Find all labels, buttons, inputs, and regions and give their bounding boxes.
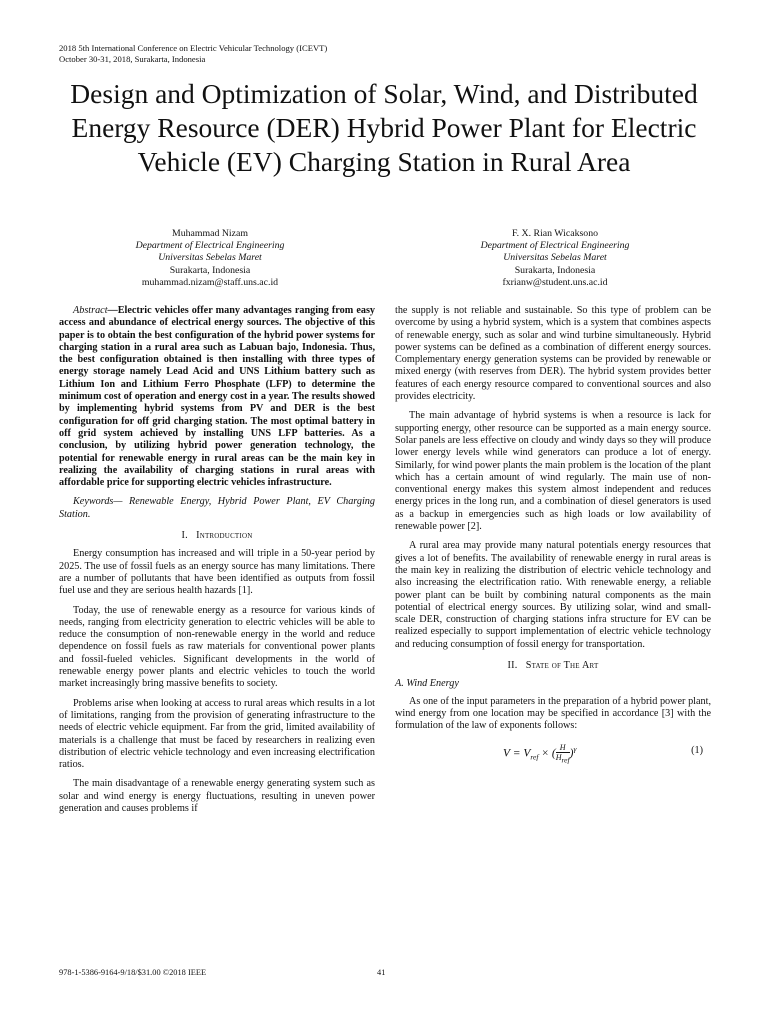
paragraph: Today, the use of renewable energy as a resource for various kinds of needs, ranging from electricity generation to electric vehicles will be able to reduce the consumption of non-renewable energy in the world and reduce dependence on fossil fuels as raw materials for conventional power plants and fossil-fueled vehicles. Significant developments in the world of renewable energy power plants and electric vehicles to touch the world market increasingly bring massive benefits to society.: [59, 604, 375, 690]
abstract: [59, 305, 375, 489]
section-heading-introduction: [59, 530, 375, 542]
author-department: Department of Electrical Engineering: [480, 240, 630, 252]
section-number: II.: [507, 660, 518, 672]
author-email: fxrianw@student.uns.ac.id: [502, 276, 608, 288]
author-email: muhammad.nizam@staff.uns.ac.id: [141, 276, 279, 288]
keywords-text: — Renewable Energy, Hybrid Power Plant, EV Charging Station.: [59, 496, 375, 520]
equation-1: [395, 741, 711, 767]
author-department: Department of Electrical Engineering: [135, 240, 285, 252]
section-title: State of The Art: [525, 660, 599, 672]
equation-number: (1): [691, 744, 703, 756]
left-column: [59, 305, 375, 822]
author-university: Universitas Sebelas Maret: [158, 252, 262, 264]
paragraph: Energy consumption has increased and will triple in a 50-year period by 2025. The use of fossil fuels as an energy source has many limitations. There are a number of pollutants that have been identified as outputs from fossil fuel use and they are serious health hazards [1].: [59, 548, 375, 597]
equation-formula: $V = V_{ref}$ × ( H $H_{ref}$ )$^\gamma$: [503, 742, 577, 765]
author-city: Surakarta, Indonesia: [169, 264, 251, 276]
author-university: Universitas Sebelas Maret: [503, 252, 607, 264]
paragraph: A rural area may provide many natural potentials energy resources that gives a lot of benefits. The availability of renewable energy in rural areas is the main key in realizing the distribution of electric vehicle technology and also increasing the electrification ratio. With renewable energy, a reliable power plant can be built by combining natural components as the main potential of electrical energy sources. By utilizing solar, wind and small-scale DER, construction of charging stations infra structure for EV can be realized especially to support implementation of electric vehicle technology and reducing consumption of fossil energy for transportation.: [395, 540, 711, 650]
author-block-1: [70, 228, 350, 289]
keywords-label: Keywords: [73, 496, 114, 508]
subsection-heading-wind-energy: A. Wind Energy: [395, 678, 459, 690]
conference-line-1: 2018 5th International Conference on Electric Vehicular Technology (ICEVT): [59, 43, 328, 53]
section-number: I.: [181, 530, 188, 542]
paragraph: the supply is not reliable and sustainable. So this type of problem can be overcome by using a hybrid system, which is a system that combines aspects of renewable energy, such as solar and wind turbine simultaneously. Hybrid power systems can be defined as a combination of different energy sources. Complementary energy generation systems can be provided by renewable or mixed energy (with reserves from DER). The hybrid system provides better features of each energy resource compared to conventional sources and also provides electricity.: [395, 305, 711, 403]
paragraph: Problems arise when looking at access to rural areas which results in a lot of limitations, ranging from the provision of generating infrastructure to the needs of electric vehicle equipment. Far from the grid, limited availability of materials is a challenge that must be faced by researchers in realizing even distribution of electric vehicle technology and even increasing electrification ratios.: [59, 697, 375, 771]
right-column: [395, 305, 711, 767]
copyright-footer: 978-1-5386-9164-9/18/$31.00 ©2018 IEEE: [59, 968, 207, 977]
author-name: F. X. Rian Wicaksono: [512, 228, 598, 239]
paragraph: As one of the input parameters in the preparation of a hybrid power plant, wind energy from one location may be specified in accordance [3] with the formulation of the law of exponents follows:: [395, 695, 711, 732]
conference-line-2: October 30-31, 2018, Surakarta, Indonesia: [59, 53, 206, 64]
paper-title: Design and Optimization of Solar, Wind, and Distributed Energy Resource (DER) Hybrid Power Plant for Electric Vehicle (EV) Charging Station in Rural Area: [70, 78, 698, 177]
abstract-text: —Electric vehicles offer many advantages ranging from easy access and abundance of electrical energy sources. The objective of this paper is to obtain the best configuration of the hybrid power systems for charging station in a rural area such as Labuan bajo, Indonesia. Thus, the best configuration obtained is then installing with three types of energy storage namely Lead Acid and UNS Lithium battery such as Lithium Ion and Lithium Ferro Phosphate (LFP) to determine the minimum cost of operation and energy cost in a year. The results showed by implementing hybrid systems from PV and DER is the best configuration for off grid charging station. The most optimal battery in off grid system achieved by installing UNS LFP batteries. As a conclusion, by utilizing hybrid power generation technology, the potential for renewable energy in rural areas can be the main key in realizing the availability of charging stations in rural areas with affordable price for supporting electric vehicles infrastructure.: [59, 305, 375, 489]
abstract-label: Abstract: [73, 305, 108, 316]
conference-header: [59, 43, 327, 64]
paragraph: The main advantage of hybrid systems is when a resource is lack for supporting energy, other resource can be supported as a main energy source. Solar panels are less effective on cloudy and windy days so they will produce lower energy levels while wind generators can produce a lot of energy. Similarly, for wind power plants the main problem is the location of the plant which has a certain amount of wind regularly. The main use of non-conventional energy makes this system almost independent and reduces energy prices in the long run, and a combination of diesel generators is used as a backup in emergencies such as high loads or low availability of renewable power [2].: [395, 410, 711, 533]
paragraph: The main disadvantage of a renewable energy generating system such as solar and wind energy is energy fluctuations, resulting in uneven power generation and causes problems if: [59, 778, 375, 814]
keywords: [59, 496, 375, 521]
section-title: Introduction: [196, 530, 253, 542]
author-name: Muhammad Nizam: [172, 228, 248, 239]
author-block-2: [415, 228, 695, 289]
author-city: Surakarta, Indonesia: [514, 264, 596, 276]
page-number: 41: [377, 968, 386, 977]
section-heading-state-of-the-art: [395, 660, 711, 672]
